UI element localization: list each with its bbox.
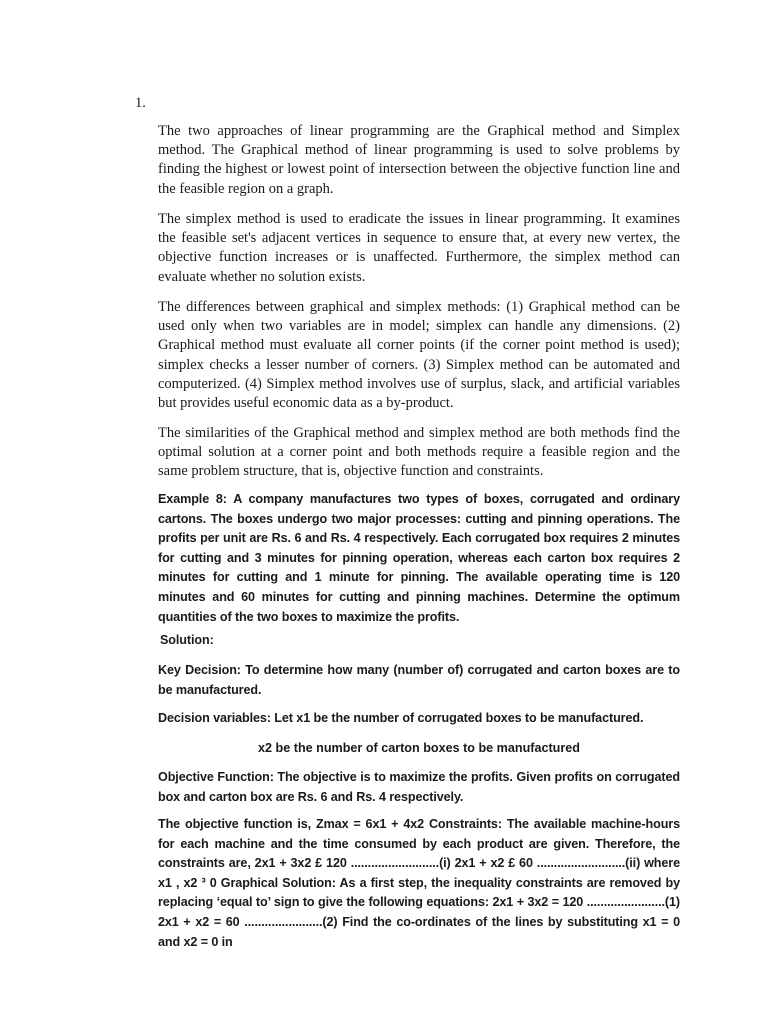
objective-function: Objective Function: The objective is to maximize the profits. Given profits on corrugated box and carton box are Rs. 6 and Rs. 4 respectively.	[158, 770, 680, 804]
item-number: 1.	[135, 95, 146, 111]
paragraph-approaches: The two approaches of linear programming are the Graphical method and Simplex method. The Graphical method of linear programming is used to solve problems by finding the highest or lowest point of intersection between the objective function line and the feasible region on a graph.	[158, 123, 680, 197]
example-problem: Example 8: A company manufactures two types of boxes, corrugated and ordinary cartons. The boxes undergo two major processes: cutting and pinning operations. The profits per unit are Rs. 6 and Rs. 4 respectively. Each corrugated box requires 2 minutes for cutting and 3 minutes for pinning operation, whereas each carton box requires 2 minutes for cutting and 1 minute for pinning. The available operating time is 120 minutes and 60 minutes for cutting and pinning machines. Determine the optimum quantities of the two boxes to maximize the profits.	[158, 492, 680, 624]
x2-definition: x2 be the number of carton boxes to be manufactured	[258, 741, 580, 755]
paragraph-simplex: The simplex method is used to eradicate the issues in linear programming. It examines the feasible set's adjacent vertices in sequence to ensure that, at every new vertex, the objective function increases or is unaffected. Furthermore, the simplex method can evaluate whether no solution exists.	[158, 211, 680, 285]
objective-and-constraints: The objective function is, Zmax = 6x1 + 4x2 Constraints: The available machine-hours for each machine and the time consumed by each product are given. Therefore, the constraints are, 2x1 + 3x2 £ 120 ..........................(i) 2x1 + x2 £ 60 ..........................(ii) where x1 , x2 ³ 0 Graphical Solution: As a first step, the inequality constraints are removed by replacing ‘equal to’ sign to give the following equations: 2x1 + 3x2 = 120 .......................(1) 2x1 + x2 = 60 .......................(2) Find the co-ordinates of the lines by substituting x1 = 0 and x2 = 0 in	[158, 817, 680, 949]
solution-label: Solution:	[160, 633, 214, 647]
paragraph-similarities: The similarities of the Graphical method and simplex method are both methods find the optimal solution at a corner point and both methods require a feasible region and the same problem structure, that is, objective function and constraints.	[158, 425, 680, 480]
decision-variables: Decision variables: Let x1 be the number of corrugated boxes to be manufactured.	[158, 711, 644, 725]
key-decision: Key Decision: To determine how many (number of) corrugated and carton boxes are to be manufactured.	[158, 663, 680, 697]
paragraph-differences: The differences between graphical and simplex methods: (1) Graphical method can be used only when two variables are in model; simplex can handle any dimensions. (2) Graphical method must evaluate all corner points (if the corner point method is used); simplex checks a lesser number of corners. (3) Simplex method can be automated and computerized. (4) Simplex method involves use of surplus, slack, and artificial variables but provides useful economic data as a by-product.	[158, 299, 680, 412]
